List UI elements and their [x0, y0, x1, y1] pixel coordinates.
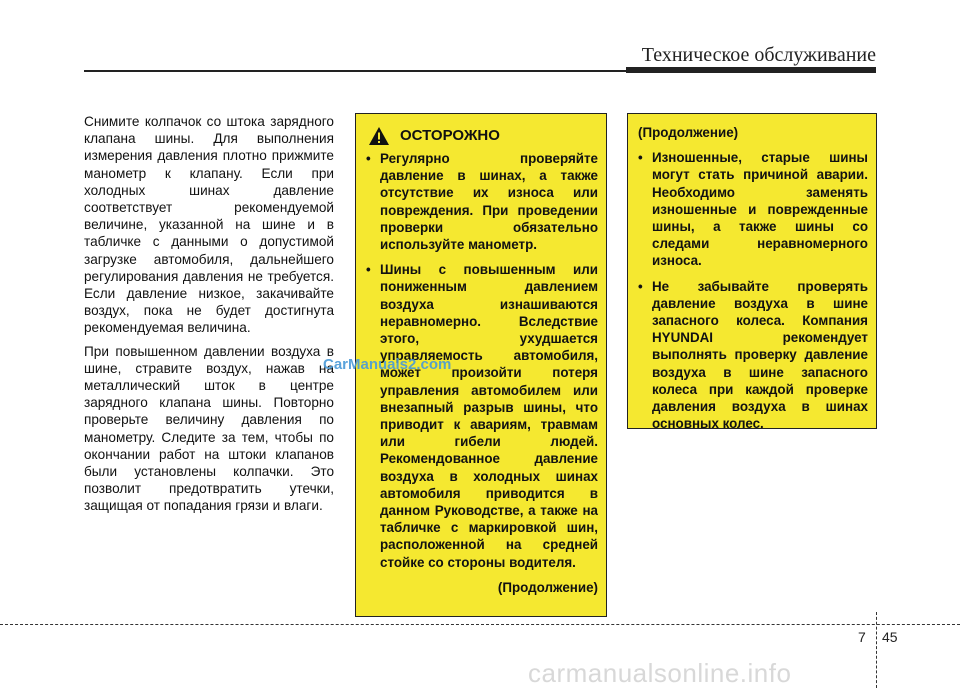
page-number: 45 [882, 629, 898, 645]
header-title: Техническое обслуживание [641, 44, 876, 66]
continued-list [636, 149, 868, 432]
footer-vertical-rule [876, 612, 877, 688]
site-watermark: carmanualsonline.info [528, 658, 792, 688]
list-item: • Шины с повышенным или пониженным давлением воздуха изнашиваются неравномерно. Вследствие этого, ухудшается управляемость автомобиля, может произойти потеря управления автомобилем или внезапный разрыв шины, что приводит к авариям, травмам или гибели людей. Рекомендованное давление воздуха в холодных шинах автомобиля приводится в данном Руководстве, а также на табличке с маркировкой шин, расположенной на средней стойке со стороны водителя. [364, 261, 598, 571]
header-rule-accent [626, 67, 876, 73]
continued-heading: (Продолжение) [638, 125, 739, 140]
footer-rule [0, 624, 960, 625]
warning-heading [368, 126, 598, 146]
list-item: • Изношенные, старые шины могут стать причиной аварии. Необходимо заменять изношенные и поврежденные шины, а также шины со следами неравномерного износа. [636, 149, 868, 269]
list-item: • Не забывайте проверять давление воздуха в шине запасного колеса. Компания HYUNDAI рекомендует выполнять проверку давление воздуха в шине запасного колеса при каждой проверке давления воздуха в шинах основных колес. [636, 278, 868, 433]
warning-triangle-icon [368, 126, 390, 146]
warning-heading-text: ОСТОРОЖНО [400, 127, 500, 145]
list-item: • Регулярно проверяйте давление в шинах, а также отсутствие их износа или повреждения. При проведении проверки обязательно используйте манометр. [364, 150, 598, 253]
body-paragraph-1: Снимите колпачок со штока зарядного клапана шины. Для выполнения измерения давления плотно прижмите манометр к клапану. Если при холодных шинах давление соответствует рекомендуемой величине, указанной на шине и в табличке с данными о допустимой загрузке автомобиля, дальнейшего регулирования давления не требуется. Если давление низкое, закачивайте воздух, пока не будет достигнута рекомендуемая величина. [84, 114, 334, 336]
body-text-column [84, 113, 334, 521]
continued-warning-box [627, 113, 877, 432]
watermark: CarManuals2.com [323, 356, 452, 373]
chapter-number: 7 [858, 629, 866, 645]
body-paragraph-2: При повышенном давлении воздуха в шине, стравите воздух, нажав на металлический шток в центре зарядного клапана шины. Повторно проверьте величину давления по манометру. Следите за тем, чтобы по окончании работ на штоки клапанов были установлены колпачки. Это позволит предотвратить утечки, защищая от попадания грязи и влаги. [84, 343, 334, 514]
continued-label: (Продолжение) [497, 579, 598, 595]
